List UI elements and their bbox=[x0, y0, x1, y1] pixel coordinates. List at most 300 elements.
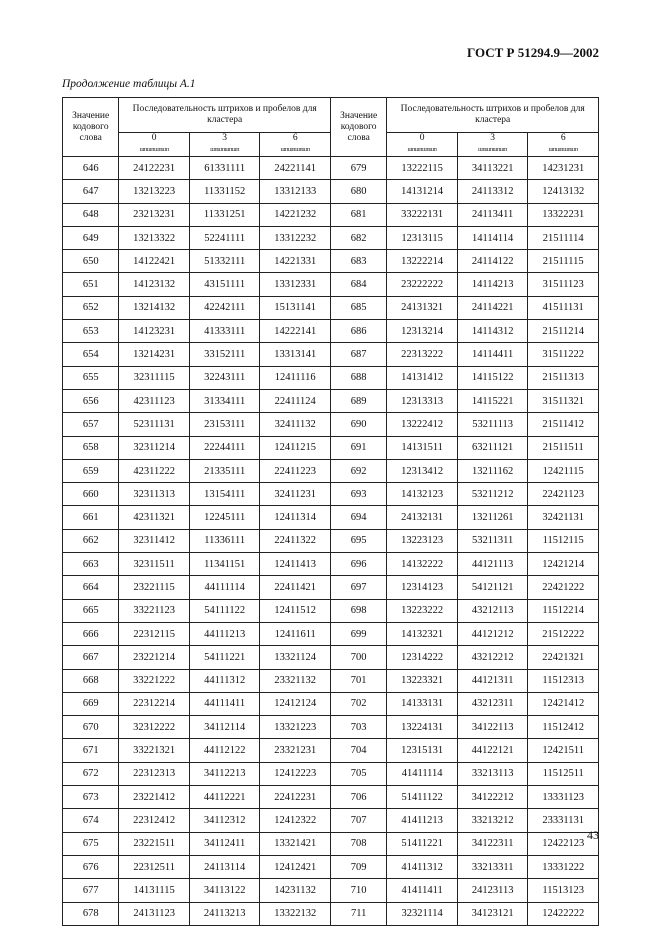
pattern-cell: 42311123 bbox=[119, 389, 190, 412]
pattern-cell: 44112221 bbox=[189, 786, 260, 809]
table-row bbox=[63, 320, 599, 343]
cluster-number: 3 bbox=[222, 133, 228, 143]
codeword-cell: 653 bbox=[63, 320, 119, 343]
pattern-cell: 32312222 bbox=[119, 716, 190, 739]
pattern-cell: 24113213 bbox=[189, 902, 260, 925]
pattern-cell: 22312412 bbox=[119, 809, 190, 832]
pattern-cell: 44121113 bbox=[457, 553, 528, 576]
table-row bbox=[63, 506, 599, 529]
pattern-cell: 22312313 bbox=[119, 762, 190, 785]
codeword-cell: 648 bbox=[63, 203, 119, 226]
pattern-cell: 33152111 bbox=[189, 343, 260, 366]
table-row bbox=[63, 366, 599, 389]
codeword-cell: 710 bbox=[330, 879, 386, 902]
table-row bbox=[63, 832, 599, 855]
codeword-cell: 690 bbox=[330, 413, 386, 436]
pattern-cell: 24221141 bbox=[260, 157, 331, 180]
codeword-cell: 664 bbox=[63, 576, 119, 599]
pattern-cell: 12245111 bbox=[189, 506, 260, 529]
pattern-cell: 32411231 bbox=[260, 483, 331, 506]
table-row bbox=[63, 343, 599, 366]
pattern-cell: 22411124 bbox=[260, 389, 331, 412]
pattern-cell: 13222115 bbox=[387, 157, 458, 180]
codeword-cell: 680 bbox=[330, 180, 386, 203]
cluster-header bbox=[457, 133, 528, 157]
codeword-cell: 649 bbox=[63, 226, 119, 249]
pattern-cell: 21335111 bbox=[189, 459, 260, 482]
table-row bbox=[63, 622, 599, 645]
pattern-cell: 12313214 bbox=[387, 320, 458, 343]
pattern-cell: 22244111 bbox=[189, 436, 260, 459]
codeword-cell: 656 bbox=[63, 389, 119, 412]
pattern-cell: 22312511 bbox=[119, 855, 190, 878]
pattern-cell: 14221331 bbox=[260, 250, 331, 273]
pattern-cell: 12411512 bbox=[260, 599, 331, 622]
pattern-cell: 12313412 bbox=[387, 459, 458, 482]
pattern-cell: 14114213 bbox=[457, 273, 528, 296]
bar-pattern: шпшпшпшп bbox=[210, 147, 240, 153]
cluster-header bbox=[119, 133, 190, 157]
table-row bbox=[63, 786, 599, 809]
codeword-cell: 686 bbox=[330, 320, 386, 343]
pattern-cell: 11512214 bbox=[528, 599, 599, 622]
table-row bbox=[63, 436, 599, 459]
pattern-cell: 14123231 bbox=[119, 320, 190, 343]
pattern-cell: 42242111 bbox=[189, 296, 260, 319]
pattern-cell: 21511115 bbox=[528, 250, 599, 273]
pattern-cell: 24114122 bbox=[457, 250, 528, 273]
pattern-cell: 13312232 bbox=[260, 226, 331, 249]
pattern-cell: 44112122 bbox=[189, 739, 260, 762]
pattern-cell: 32321114 bbox=[387, 902, 458, 925]
pattern-cell: 53211113 bbox=[457, 413, 528, 436]
pattern-cell: 23221214 bbox=[119, 646, 190, 669]
codeword-cell: 669 bbox=[63, 692, 119, 715]
pattern-cell: 12411611 bbox=[260, 622, 331, 645]
pattern-cell: 33222131 bbox=[387, 203, 458, 226]
codeword-cell: 683 bbox=[330, 250, 386, 273]
pattern-cell: 11331251 bbox=[189, 203, 260, 226]
bar-pattern: шпшпшпшп bbox=[407, 147, 437, 153]
codeword-cell: 674 bbox=[63, 809, 119, 832]
pattern-cell: 21511114 bbox=[528, 226, 599, 249]
pattern-cell: 32311313 bbox=[119, 483, 190, 506]
pattern-cell: 32311412 bbox=[119, 529, 190, 552]
codeword-cell: 694 bbox=[330, 506, 386, 529]
pattern-cell: 11512511 bbox=[528, 762, 599, 785]
codeword-cell: 659 bbox=[63, 459, 119, 482]
codeword-cell: 663 bbox=[63, 553, 119, 576]
codeword-cell: 700 bbox=[330, 646, 386, 669]
codeword-cell: 657 bbox=[63, 413, 119, 436]
pattern-cell: 22412231 bbox=[260, 786, 331, 809]
codeword-cell: 678 bbox=[63, 902, 119, 925]
codeword-cell: 689 bbox=[330, 389, 386, 412]
pattern-cell: 32421131 bbox=[528, 506, 599, 529]
pattern-cell: 14132123 bbox=[387, 483, 458, 506]
pattern-cell: 14131412 bbox=[387, 366, 458, 389]
pattern-cell: 43212311 bbox=[457, 692, 528, 715]
codeword-cell: 693 bbox=[330, 483, 386, 506]
pattern-cell: 52311131 bbox=[119, 413, 190, 436]
pattern-cell: 44122121 bbox=[457, 739, 528, 762]
pattern-cell: 63211121 bbox=[457, 436, 528, 459]
pattern-cell: 13211261 bbox=[457, 506, 528, 529]
pattern-cell: 22312115 bbox=[119, 622, 190, 645]
codeword-cell: 675 bbox=[63, 832, 119, 855]
table-row bbox=[63, 716, 599, 739]
pattern-cell: 21511412 bbox=[528, 413, 599, 436]
pattern-cell: 42311222 bbox=[119, 459, 190, 482]
pattern-cell: 12412124 bbox=[260, 692, 331, 715]
pattern-cell: 24113114 bbox=[189, 855, 260, 878]
pattern-cell: 12411215 bbox=[260, 436, 331, 459]
table-row bbox=[63, 646, 599, 669]
pattern-cell: 12315131 bbox=[387, 739, 458, 762]
pattern-cell: 22312214 bbox=[119, 692, 190, 715]
pattern-cell: 13213223 bbox=[119, 180, 190, 203]
pattern-cell: 14114411 bbox=[457, 343, 528, 366]
pattern-cell: 34113221 bbox=[457, 157, 528, 180]
pattern-cell: 23153111 bbox=[189, 413, 260, 436]
pattern-cell: 14132222 bbox=[387, 553, 458, 576]
pattern-cell: 22313222 bbox=[387, 343, 458, 366]
table-row bbox=[63, 855, 599, 878]
codeword-cell: 665 bbox=[63, 599, 119, 622]
pattern-cell: 12421115 bbox=[528, 459, 599, 482]
pattern-cell: 13211162 bbox=[457, 459, 528, 482]
pattern-cell: 44111411 bbox=[189, 692, 260, 715]
cluster-number: 6 bbox=[560, 133, 566, 143]
pattern-cell: 12313313 bbox=[387, 389, 458, 412]
codeword-cell: 676 bbox=[63, 855, 119, 878]
pattern-cell: 31511222 bbox=[528, 343, 599, 366]
pattern-cell: 41411213 bbox=[387, 809, 458, 832]
table-row bbox=[63, 483, 599, 506]
pattern-cell: 24131321 bbox=[387, 296, 458, 319]
pattern-cell: 11512412 bbox=[528, 716, 599, 739]
pattern-cell: 24113411 bbox=[457, 203, 528, 226]
table-row bbox=[63, 180, 599, 203]
pattern-cell: 44121311 bbox=[457, 669, 528, 692]
pattern-cell: 41333111 bbox=[189, 320, 260, 343]
pattern-cell: 23221511 bbox=[119, 832, 190, 855]
pattern-cell: 14114114 bbox=[457, 226, 528, 249]
pattern-cell: 13312331 bbox=[260, 273, 331, 296]
codeword-cell: 697 bbox=[330, 576, 386, 599]
pattern-cell: 54111122 bbox=[189, 599, 260, 622]
pattern-cell: 24132131 bbox=[387, 506, 458, 529]
pattern-cell: 14131511 bbox=[387, 436, 458, 459]
pattern-cell: 14132321 bbox=[387, 622, 458, 645]
table-row bbox=[63, 389, 599, 412]
codeword-cell: 661 bbox=[63, 506, 119, 529]
pattern-cell: 13321421 bbox=[260, 832, 331, 855]
pattern-cell: 14131214 bbox=[387, 180, 458, 203]
pattern-cell: 53211212 bbox=[457, 483, 528, 506]
codeword-cell: 682 bbox=[330, 226, 386, 249]
table-row bbox=[63, 553, 599, 576]
pattern-cell: 13214132 bbox=[119, 296, 190, 319]
pattern-cell: 51411122 bbox=[387, 786, 458, 809]
pattern-cell: 44111213 bbox=[189, 622, 260, 645]
codeword-cell: 652 bbox=[63, 296, 119, 319]
pattern-cell: 22421321 bbox=[528, 646, 599, 669]
bar-pattern: шпшпшпшп bbox=[478, 147, 508, 153]
codeword-cell: 667 bbox=[63, 646, 119, 669]
pattern-cell: 14222141 bbox=[260, 320, 331, 343]
pattern-cell: 13223222 bbox=[387, 599, 458, 622]
pattern-cell: 33213311 bbox=[457, 855, 528, 878]
pattern-cell: 32311511 bbox=[119, 553, 190, 576]
pattern-cell: 23321132 bbox=[260, 669, 331, 692]
pattern-cell: 61331111 bbox=[189, 157, 260, 180]
pattern-cell: 31511123 bbox=[528, 273, 599, 296]
pattern-cell: 12421511 bbox=[528, 739, 599, 762]
pattern-cell: 54111221 bbox=[189, 646, 260, 669]
codeword-cell: 679 bbox=[330, 157, 386, 180]
codeword-cell: 647 bbox=[63, 180, 119, 203]
pattern-cell: 24131123 bbox=[119, 902, 190, 925]
pattern-cell: 32411132 bbox=[260, 413, 331, 436]
pattern-cell: 14133131 bbox=[387, 692, 458, 715]
codeword-cell: 658 bbox=[63, 436, 119, 459]
codeword-cell: 696 bbox=[330, 553, 386, 576]
pattern-cell: 44121212 bbox=[457, 622, 528, 645]
codeword-cell: 651 bbox=[63, 273, 119, 296]
pattern-cell: 11341151 bbox=[189, 553, 260, 576]
table-row bbox=[63, 669, 599, 692]
pattern-cell: 32311214 bbox=[119, 436, 190, 459]
pattern-cell: 12411314 bbox=[260, 506, 331, 529]
pattern-cell: 13154111 bbox=[189, 483, 260, 506]
pattern-cell: 12313115 bbox=[387, 226, 458, 249]
codeword-cell: 654 bbox=[63, 343, 119, 366]
codeword-cell: 703 bbox=[330, 716, 386, 739]
table-row bbox=[63, 576, 599, 599]
pattern-cell: 12422222 bbox=[528, 902, 599, 925]
pattern-cell: 44111312 bbox=[189, 669, 260, 692]
pattern-cell: 13223321 bbox=[387, 669, 458, 692]
pattern-cell: 34123121 bbox=[457, 902, 528, 925]
codeword-cell: 707 bbox=[330, 809, 386, 832]
codeword-cell: 662 bbox=[63, 529, 119, 552]
codeword-cell: 646 bbox=[63, 157, 119, 180]
pattern-cell: 51411221 bbox=[387, 832, 458, 855]
pattern-cell: 13223123 bbox=[387, 529, 458, 552]
table-row bbox=[63, 250, 599, 273]
table-row bbox=[63, 226, 599, 249]
bar-pattern: шпшпшпшп bbox=[280, 147, 310, 153]
pattern-cell: 22411322 bbox=[260, 529, 331, 552]
table-row bbox=[63, 203, 599, 226]
header-value: Значение кодового слова bbox=[330, 98, 386, 157]
pattern-cell: 24122231 bbox=[119, 157, 190, 180]
pattern-cell: 13321223 bbox=[260, 716, 331, 739]
pattern-cell: 13224131 bbox=[387, 716, 458, 739]
codeword-cell: 660 bbox=[63, 483, 119, 506]
pattern-cell: 12314222 bbox=[387, 646, 458, 669]
pattern-cell: 11331152 bbox=[189, 180, 260, 203]
codeword-cell: 708 bbox=[330, 832, 386, 855]
codeword-cell: 670 bbox=[63, 716, 119, 739]
pattern-cell: 52241111 bbox=[189, 226, 260, 249]
pattern-cell: 33213113 bbox=[457, 762, 528, 785]
codeword-cell: 681 bbox=[330, 203, 386, 226]
pattern-cell: 14231231 bbox=[528, 157, 599, 180]
table-row bbox=[63, 902, 599, 925]
codeword-cell: 711 bbox=[330, 902, 386, 925]
pattern-cell: 12412322 bbox=[260, 809, 331, 832]
pattern-cell: 41411114 bbox=[387, 762, 458, 785]
cluster-header bbox=[260, 133, 331, 157]
table-row bbox=[63, 879, 599, 902]
cluster-number: 6 bbox=[292, 133, 298, 143]
cluster-number: 0 bbox=[419, 133, 425, 143]
codeword-cell: 673 bbox=[63, 786, 119, 809]
pattern-cell: 14221232 bbox=[260, 203, 331, 226]
bar-pattern: шпшпшпшп bbox=[139, 147, 169, 153]
codeword-cell: 709 bbox=[330, 855, 386, 878]
pattern-cell: 13322231 bbox=[528, 203, 599, 226]
cluster-number: 0 bbox=[151, 133, 157, 143]
codeword-cell: 706 bbox=[330, 786, 386, 809]
pattern-cell: 24113312 bbox=[457, 180, 528, 203]
pattern-cell: 34122311 bbox=[457, 832, 528, 855]
pattern-cell: 14231132 bbox=[260, 879, 331, 902]
table-row bbox=[63, 413, 599, 436]
pattern-cell: 24114221 bbox=[457, 296, 528, 319]
pattern-cell: 13222412 bbox=[387, 413, 458, 436]
pattern-cell: 32311115 bbox=[119, 366, 190, 389]
pattern-cell: 14115122 bbox=[457, 366, 528, 389]
codeword-cell: 702 bbox=[330, 692, 386, 715]
cluster-header bbox=[189, 133, 260, 157]
codeword-cell: 698 bbox=[330, 599, 386, 622]
pattern-cell: 15131141 bbox=[260, 296, 331, 319]
codeword-cell: 705 bbox=[330, 762, 386, 785]
pattern-cell: 34112312 bbox=[189, 809, 260, 832]
codeword-cell: 666 bbox=[63, 622, 119, 645]
table-row bbox=[63, 529, 599, 552]
pattern-cell: 31334111 bbox=[189, 389, 260, 412]
pattern-cell: 32243111 bbox=[189, 366, 260, 389]
pattern-cell: 34112114 bbox=[189, 716, 260, 739]
pattern-cell: 22421123 bbox=[528, 483, 599, 506]
pattern-cell: 12412421 bbox=[260, 855, 331, 878]
table-caption: Продолжение таблицы А.1 bbox=[62, 78, 196, 90]
pattern-cell: 33221321 bbox=[119, 739, 190, 762]
table-row bbox=[63, 692, 599, 715]
pattern-cell: 23321231 bbox=[260, 739, 331, 762]
pattern-cell: 13222214 bbox=[387, 250, 458, 273]
pattern-cell: 43212212 bbox=[457, 646, 528, 669]
pattern-cell: 42311321 bbox=[119, 506, 190, 529]
table-row bbox=[63, 739, 599, 762]
pattern-cell: 13313141 bbox=[260, 343, 331, 366]
pattern-cell: 12411116 bbox=[260, 366, 331, 389]
pattern-cell: 12413132 bbox=[528, 180, 599, 203]
pattern-cell: 13322132 bbox=[260, 902, 331, 925]
pattern-cell: 51332111 bbox=[189, 250, 260, 273]
codeword-cell: 692 bbox=[330, 459, 386, 482]
codeword-cell: 704 bbox=[330, 739, 386, 762]
codeword-cell: 684 bbox=[330, 273, 386, 296]
pattern-cell: 13213322 bbox=[119, 226, 190, 249]
header-sequence: Последовательность штрихов и пробелов для кластера bbox=[119, 98, 331, 133]
pattern-cell: 23221115 bbox=[119, 576, 190, 599]
pattern-cell: 12412223 bbox=[260, 762, 331, 785]
pattern-cell: 31511321 bbox=[528, 389, 599, 412]
table-row bbox=[63, 273, 599, 296]
pattern-cell: 53211311 bbox=[457, 529, 528, 552]
pattern-cell: 13331222 bbox=[528, 855, 599, 878]
page-number: 43 bbox=[587, 828, 599, 842]
pattern-cell: 34113122 bbox=[189, 879, 260, 902]
pattern-cell: 41411312 bbox=[387, 855, 458, 878]
table-row bbox=[63, 599, 599, 622]
pattern-cell: 13321124 bbox=[260, 646, 331, 669]
code-table bbox=[62, 97, 599, 926]
table-row bbox=[63, 459, 599, 482]
codeword-cell: 671 bbox=[63, 739, 119, 762]
codeword-cell: 668 bbox=[63, 669, 119, 692]
codeword-cell: 672 bbox=[63, 762, 119, 785]
pattern-cell: 23213231 bbox=[119, 203, 190, 226]
codeword-cell: 699 bbox=[330, 622, 386, 645]
pattern-cell: 33221123 bbox=[119, 599, 190, 622]
pattern-cell: 43212113 bbox=[457, 599, 528, 622]
codeword-cell: 655 bbox=[63, 366, 119, 389]
pattern-cell: 12411413 bbox=[260, 553, 331, 576]
pattern-cell: 54121121 bbox=[457, 576, 528, 599]
pattern-cell: 34122212 bbox=[457, 786, 528, 809]
pattern-cell: 33213212 bbox=[457, 809, 528, 832]
codeword-cell: 688 bbox=[330, 366, 386, 389]
pattern-cell: 12422123 bbox=[528, 832, 599, 855]
pattern-cell: 33221222 bbox=[119, 669, 190, 692]
pattern-cell: 13331123 bbox=[528, 786, 599, 809]
codeword-cell: 687 bbox=[330, 343, 386, 366]
document-code: ГОСТ Р 51294.9—2002 bbox=[467, 45, 599, 60]
pattern-cell: 14114312 bbox=[457, 320, 528, 343]
pattern-cell: 22421222 bbox=[528, 576, 599, 599]
pattern-cell: 14131115 bbox=[119, 879, 190, 902]
bar-pattern: шпшпшпшп bbox=[548, 147, 578, 153]
pattern-cell: 23331131 bbox=[528, 809, 599, 832]
pattern-cell: 23222222 bbox=[387, 273, 458, 296]
pattern-cell: 34112411 bbox=[189, 832, 260, 855]
pattern-cell: 34122113 bbox=[457, 716, 528, 739]
pattern-cell: 21511214 bbox=[528, 320, 599, 343]
codeword-cell: 695 bbox=[330, 529, 386, 552]
codeword-cell: 701 bbox=[330, 669, 386, 692]
pattern-cell: 12421214 bbox=[528, 553, 599, 576]
table-row bbox=[63, 157, 599, 180]
pattern-cell: 14122421 bbox=[119, 250, 190, 273]
pattern-cell: 12314123 bbox=[387, 576, 458, 599]
codeword-cell: 650 bbox=[63, 250, 119, 273]
pattern-cell: 21511511 bbox=[528, 436, 599, 459]
pattern-cell: 14115221 bbox=[457, 389, 528, 412]
pattern-cell: 41511131 bbox=[528, 296, 599, 319]
pattern-cell: 41411411 bbox=[387, 879, 458, 902]
pattern-cell: 24123113 bbox=[457, 879, 528, 902]
pattern-cell: 44111114 bbox=[189, 576, 260, 599]
cluster-header bbox=[528, 133, 599, 157]
pattern-cell: 21511313 bbox=[528, 366, 599, 389]
pattern-cell: 11512313 bbox=[528, 669, 599, 692]
